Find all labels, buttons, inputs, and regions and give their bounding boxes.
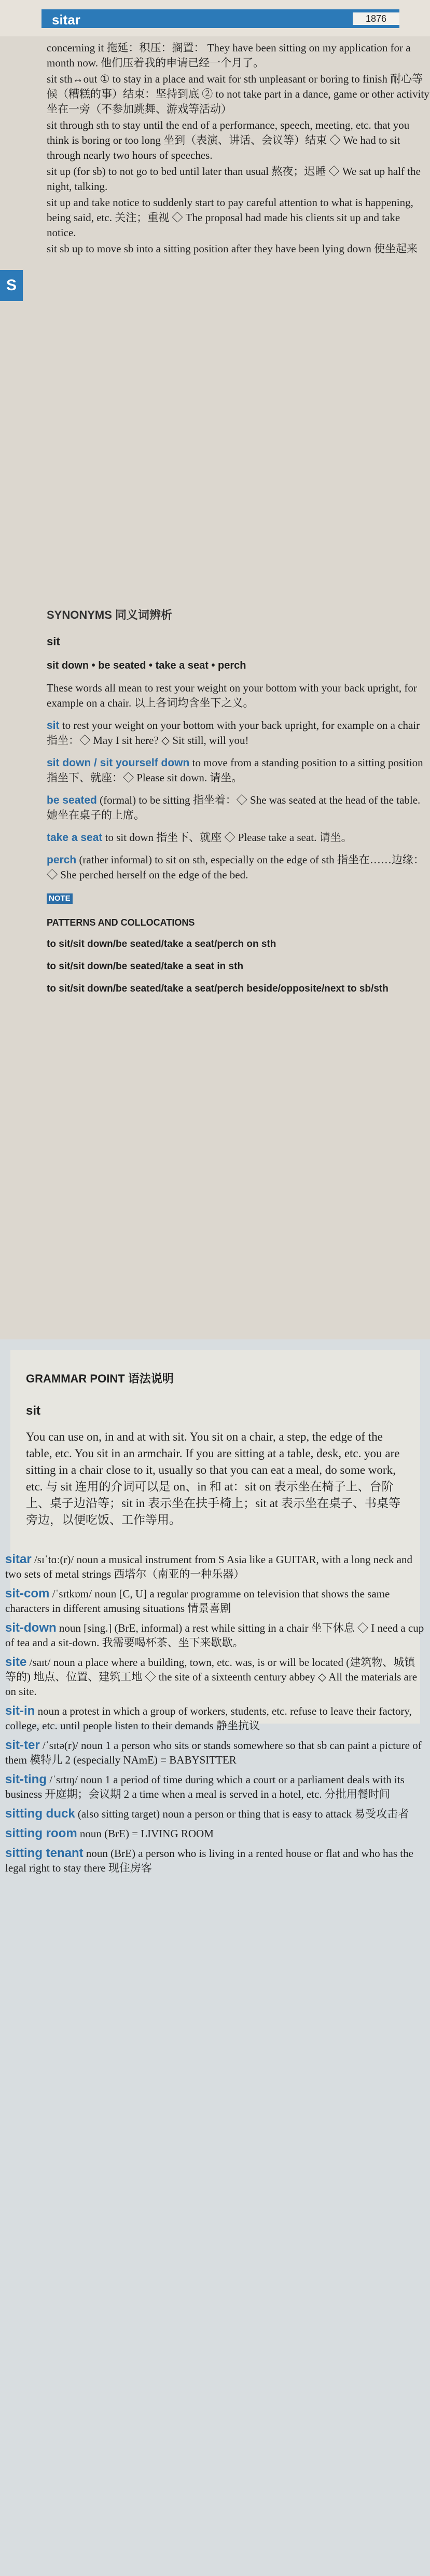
paragraph: sit sth↔out ① to stay in a place and wait for sth unpleasant or boring to finish 耐心等候（糟糕的事）结束：坚持到底 ② to not take part in a dance, game or other activity 坐在一旁（不参加跳舞、游戏等活动） xyxy=(47,73,429,115)
headword: site xyxy=(5,1655,27,1669)
paragraph: sit through sth to stay until the end of a performance, speech, meeting, etc. that you think is boring or too long 坐到（表演、讲话、会议等）结束 ◇ We had to sit through nearly two hours of speeches. xyxy=(47,119,410,161)
pattern-item: to sit/sit down/be seated/take a seat in sth xyxy=(47,961,244,972)
grammar-section xyxy=(0,1339,430,2576)
synonym-entry xyxy=(47,852,430,883)
entry xyxy=(5,1704,425,1733)
entry-text: noun 1 a period of time during which a court or a parliament deals with its business 开庭期；会议期 2 a time when a meal is served in a hotel, etc. 分批用餐时间 xyxy=(5,1773,405,1800)
entry-text: noun (BrE) = LIVING ROOM xyxy=(79,1827,214,1840)
paragraph: sit up and take notice to suddenly start to pay careful attention to what is happening, being said, etc. 关注；重视 ◇ The proposal had made his clients sit up and take notice. xyxy=(47,196,413,239)
synonym-entry xyxy=(47,755,430,785)
synonym-term: perch xyxy=(47,854,77,866)
synonyms-intro: These words all mean to rest your weight on your bottom with your back upright, for example on a chair. 以上各词均含坐下之义。 xyxy=(47,682,417,709)
synonym-term: be seated xyxy=(47,794,97,806)
grammar-text: You can use on, in and at with sit. You sit on a chair, a step, the edge of the table, etc. You sit in an armchair. If you are sitting at a table, desk, etc. you are sitting in a chair close to it, usually so that you can eat a meal, do some work, etc. 与 sit 连用的介词可以是 on、in 和 at：sit on 表示坐在椅子上、台阶上、桌子边沿等；sit in 表示坐在扶手椅上；sit at 表示坐在桌子、书桌等旁边，以便吃饭、工作等用。 xyxy=(26,1430,400,1526)
synonym-entry xyxy=(47,793,430,823)
headword: sit-ter xyxy=(5,1738,40,1752)
paragraph: concerning it 拖延：积压：搁置： They have been sitting on my application for a month now. 他们压着我的申请已经一个月了。 xyxy=(47,42,411,69)
headword: sit-ting xyxy=(5,1772,47,1786)
top-column xyxy=(47,40,430,257)
synonym-text: (formal) to be sitting 指坐着：◇ She was seated at the head of the table. 她坐在桌子的上席。 xyxy=(47,794,421,821)
headword: sit-down xyxy=(5,1621,57,1635)
headword: sitting room xyxy=(5,1826,77,1840)
synonym-text: to rest your weight on your bottom with your back upright, for example on a chair 指坐：◇ May I sit here? ◇ Sit still, will you! xyxy=(47,719,420,747)
pronunciation: /ˈsɪtɪŋ/ xyxy=(49,1773,78,1786)
pattern-item: to sit/sit down/be seated/take a seat/perch beside/opposite/next to sb/sth xyxy=(47,983,389,994)
header-bar xyxy=(41,9,399,28)
grammar-head: sit xyxy=(26,1404,41,1418)
synonyms-head: sit xyxy=(47,635,60,648)
synonyms-list: sit down • be seated • take a seat • perch xyxy=(47,660,246,671)
patterns-title: PATTERNS AND COLLOCATIONS xyxy=(47,917,195,928)
entry xyxy=(5,1772,425,1801)
synonym-entry xyxy=(47,718,430,748)
synonyms-box xyxy=(47,607,430,1004)
header-word: sitar xyxy=(52,12,80,28)
entry-text: noun [C, U] a regular programme on television that shows the same characters in different amusing situations 情景喜剧 xyxy=(5,1588,390,1615)
letter-tab: S xyxy=(0,270,23,301)
entry xyxy=(5,1655,425,1699)
synonym-term: take a seat xyxy=(47,832,103,844)
entry xyxy=(5,1587,425,1616)
pronunciation: /sɪˈtɑː(r)/ xyxy=(34,1553,74,1566)
headword: sitar xyxy=(5,1552,32,1566)
synonyms-title: SYNONYMS 同义词辨析 xyxy=(47,608,173,621)
pronunciation: /ˈsɪtə(r)/ xyxy=(42,1739,78,1752)
entry xyxy=(5,1846,425,1875)
entry-text: noun a place where a building, town, etc. was, is or will be located (建筑物、城镇等的) 地点、位置、建筑工地 ◇ the site of a sixteenth century abbey ◇ All the materials are on site. xyxy=(5,1656,418,1698)
entry-text: noun a protest in which a group of workers, students, etc. refuse to leave their factory, college, etc. until people listen to their demands 静坐抗议 xyxy=(5,1705,412,1732)
page-number: 1876 xyxy=(353,12,399,25)
entry-text: noun [sing.] (BrE, informal) a rest while sitting in a chair 坐下休息 ◇ I need a cup of tea and a sit-down. 我需要喝杯茶、坐下来歇歇。 xyxy=(5,1622,424,1649)
entry xyxy=(5,1738,425,1767)
headword: sitting tenant xyxy=(5,1846,84,1860)
grammar-title: GRAMMAR POINT 语法说明 xyxy=(26,1372,174,1385)
synonym-term: sit down / sit yourself down xyxy=(47,757,190,769)
note-line xyxy=(47,890,430,905)
synonym-text: (rather informal) to sit on sth, especially on the edge of sth 指坐在……边缘：◇ She perched herself on the edge of the bed. xyxy=(47,853,424,881)
pronunciation: /saɪt/ xyxy=(29,1656,51,1669)
synonym-term: sit xyxy=(47,720,60,731)
pronunciation: /ˈsɪtkɒm/ xyxy=(52,1588,92,1600)
entry-text: noun a musical instrument from S Asia like a GUITAR, with a long neck and two sets of metal strings 西塔尔（南亚的一种乐器） xyxy=(5,1553,412,1580)
synonym-text: to sit down 指坐下、就座 ◇ Please take a seat. 请坐。 xyxy=(105,831,352,844)
pattern-item: to sit/sit down/be seated/take a seat/perch on sth xyxy=(47,939,276,950)
entry xyxy=(5,1552,425,1581)
synonym-text: to move from a standing position to a sitting position 指坐下、就座：◇ Please sit down. 请坐。 xyxy=(47,756,423,784)
entry xyxy=(5,1621,425,1650)
entry xyxy=(5,1807,425,1821)
entry-text: noun 1 a person who sits or stands somewhere so that sb can paint a picture of them 模特儿 2 (especially NAmE) = BABYSITTER xyxy=(5,1739,422,1766)
synonym-entry xyxy=(47,830,430,845)
note-badge: NOTE xyxy=(47,893,73,904)
page-header xyxy=(0,0,430,36)
entry-text: (also sitting target) noun a person or thing that is easy to attack 易受攻击者 xyxy=(77,1808,409,1820)
entry xyxy=(5,1826,425,1841)
paragraph: sit sb up to move sb into a sitting position after they have been lying down 使坐起来 xyxy=(47,242,418,255)
headword: sit-in xyxy=(5,1704,35,1718)
paragraph: sit up (for sb) to not go to bed until later than usual 熬夜；迟睡 ◇ We sat up half the night, talking. xyxy=(47,165,421,193)
headword: sitting duck xyxy=(5,1807,75,1821)
headword: sit-com xyxy=(5,1587,50,1601)
dictionary-entries xyxy=(5,1552,425,1880)
entry-text: noun (BrE) a person who is living in a rented house or flat and who has the legal right to stay there 现住房客 xyxy=(5,1847,413,1874)
